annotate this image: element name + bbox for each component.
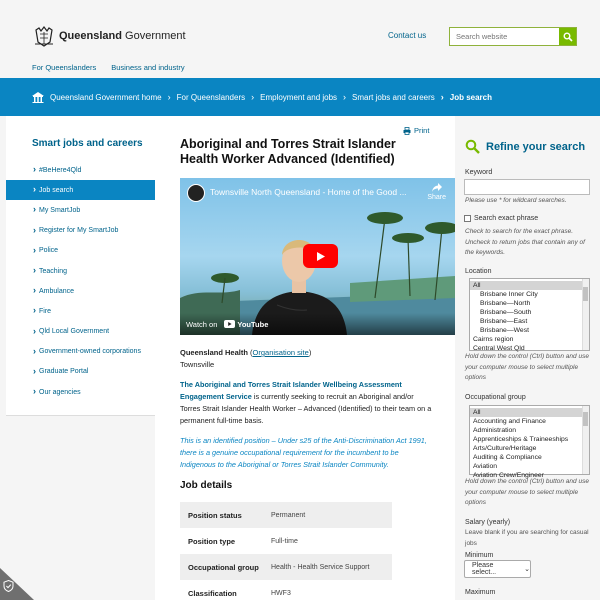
exact-phrase-hint: Check to search for the exact phrase. Uncheck to return jobs that contain any of the keywords. [465, 228, 585, 256]
sidebar-item[interactable]: › Qld Local Government [6, 322, 155, 342]
scrollbar-thumb[interactable] [583, 412, 588, 426]
breadcrumb-smart-jobs[interactable]: Smart jobs and careers [352, 92, 435, 102]
occupational-ctrl-hint: Hold down the control (Ctrl) button and use your computer mouse to select multiple options [465, 478, 589, 506]
breadcrumb [0, 78, 600, 116]
youtube-icon [224, 320, 235, 328]
organisation-name: Queensland Health [180, 348, 248, 357]
location-select[interactable] [469, 278, 590, 351]
minimum-label: Minimum [465, 552, 494, 559]
search-button[interactable] [559, 28, 576, 45]
job-detail-row [180, 502, 392, 528]
sidebar-item[interactable]: › Teaching [6, 261, 155, 281]
sidebar-item[interactable]: › Police [6, 241, 155, 261]
job-detail-key: Classification [188, 588, 237, 598]
job-detail-key: Position status [188, 510, 242, 520]
job-details-table [180, 502, 392, 606]
share-icon [432, 183, 442, 192]
section-nav-title[interactable]: Smart jobs and careers [32, 138, 143, 149]
section-nav-list [6, 160, 155, 402]
chevron-right-icon: › [440, 92, 444, 102]
sidebar-item[interactable]: › Fire [6, 301, 155, 321]
share-label: Share [427, 194, 446, 201]
youtube-label: YouTube [237, 319, 269, 329]
page-title: Aboriginal and Torres Strait Islander Health Worker Advanced (Identified) [180, 137, 396, 166]
channel-avatar[interactable] [187, 184, 205, 202]
select-option[interactable]: Aviation [473, 463, 498, 470]
maximum-label: Maximum [465, 589, 496, 596]
job-detail-value: Permanent [271, 511, 306, 519]
job-detail-key: Occupational group [188, 562, 259, 572]
occupational-label: Occupational group [465, 394, 526, 401]
organisation-site-link[interactable]: Organisation site [252, 348, 309, 357]
job-detail-value: Health - Health Service Support [271, 563, 370, 571]
breadcrumb-employment[interactable]: Employment and jobs [260, 92, 338, 102]
job-details-heading: Job details [180, 480, 233, 491]
printer-icon [403, 127, 411, 135]
main-content [155, 116, 455, 600]
select-option[interactable]: Central West Qld [473, 345, 525, 352]
select-option[interactable]: Administration [473, 427, 517, 434]
breadcrumb-current: Job search [449, 92, 492, 102]
job-detail-row [180, 528, 392, 554]
youtube-logo [224, 320, 268, 329]
sidebar-item[interactable]: › Government-owned corporations [6, 342, 155, 362]
refine-header [465, 139, 585, 154]
home-icon [32, 92, 44, 103]
breadcrumb-item [162, 92, 245, 102]
logo-bold-text: Queensland [59, 30, 122, 42]
contact-us-link[interactable]: Contact us [388, 31, 427, 40]
exact-phrase-checkbox[interactable] [464, 215, 471, 222]
exact-phrase-label[interactable]: Search exact phrase [474, 215, 539, 222]
scrollbar[interactable] [582, 279, 589, 350]
job-description [180, 379, 432, 427]
select-option[interactable]: Brisbane—North [480, 300, 531, 307]
sidebar-item[interactable]: › Register for My SmartJob [6, 221, 155, 241]
logo-rest-text: Government [121, 30, 186, 42]
minimum-selected-value: Please select... [472, 562, 497, 576]
share-button[interactable] [427, 183, 446, 201]
chevron-right-icon: › [343, 92, 347, 102]
sidebar-item[interactable]: › Ambulance [6, 281, 155, 301]
select-option[interactable]: Auditing & Compliance [473, 454, 542, 461]
job-location: Townsville [180, 360, 215, 369]
breadcrumb-home[interactable]: Queensland Government home [50, 92, 162, 102]
breadcrumb-item [337, 92, 435, 102]
refine-title: Refine your search [486, 140, 586, 153]
refine-search-panel [455, 116, 600, 600]
identified-position-note: This is an identified position – Under s25 of the Anti-Discrimination Act 1991, there is a genuine occupational requirement for the incumbent to be Indigenous to the Aboriginal or Torres Strait Islander Community. [180, 436, 427, 469]
watch-on-youtube[interactable] [180, 313, 455, 335]
select-option[interactable]: Brisbane—West [480, 327, 529, 334]
watch-on-label: Watch on [186, 319, 218, 329]
video-title[interactable]: Townsville North Queensland - Home of the Good ... [210, 187, 407, 197]
keyword-label: Keyword [465, 169, 493, 176]
select-option[interactable]: Brisbane Inner City [480, 291, 538, 298]
select-option[interactable]: Brisbane—East [480, 318, 528, 325]
chevron-right-icon: › [167, 92, 171, 102]
select-option[interactable]: Apprenticeships & Traineeships [473, 436, 569, 443]
select-option[interactable]: Accounting and Finance [473, 418, 546, 425]
print-label: Print [414, 126, 430, 135]
organisation-info: Queensland Health (Organisation site) Townsville [180, 348, 312, 369]
embedded-video[interactable] [180, 178, 455, 335]
search-icon [465, 139, 480, 154]
nav-business-industry[interactable]: Business and industry [111, 63, 185, 72]
select-option[interactable]: All [470, 408, 589, 417]
top-navigation [32, 63, 185, 72]
site-search [449, 27, 577, 46]
description-text: is currently seeking to recruit an Aboriginal and/or Torres Strait Islander Health Worker – Advanced (Identified) to their team on a permanent full-time basis. [180, 392, 432, 425]
select-option[interactable]: Aviation Crew/Engineer [473, 472, 544, 479]
location-ctrl-hint: Hold down the control (Ctrl) button and use your computer mouse to select multiple options [465, 353, 589, 381]
scrollbar[interactable] [582, 406, 589, 474]
salary-hint: Leave blank if you are searching for casual jobs [465, 529, 589, 547]
nav-for-queenslanders[interactable]: For Queenslanders [32, 63, 97, 72]
service-name: The Aboriginal and Torres Strait Islander Wellbeing Assessment Engagement Service [180, 380, 402, 401]
select-option[interactable]: Arts/Culture/Heritage [473, 445, 537, 452]
sidebar-item[interactable]: › #BeHere4Qld [6, 160, 155, 180]
coat-of-arms-icon [32, 24, 56, 48]
keyword-input[interactable] [464, 179, 590, 195]
job-detail-value: Full-time [271, 537, 298, 545]
select-option[interactable]: Brisbane—South [480, 309, 532, 316]
search-input[interactable] [450, 28, 560, 45]
shield-icon [3, 580, 14, 592]
chevron-down-icon: ⌄ [524, 566, 530, 573]
breadcrumb-item [435, 92, 492, 102]
search-icon [563, 32, 573, 42]
select-option[interactable]: All [470, 281, 589, 290]
sidebar-item[interactable]: › My SmartJob [6, 200, 155, 220]
minimum-salary-select[interactable] [464, 560, 531, 578]
print-button[interactable] [403, 126, 429, 135]
sidebar-item[interactable]: › Job search [6, 180, 155, 200]
section-navigation [6, 116, 155, 416]
occupational-select[interactable] [469, 405, 590, 479]
qld-gov-logo[interactable] [32, 24, 186, 48]
job-detail-key: Position type [188, 536, 236, 546]
job-detail-row [180, 580, 392, 606]
breadcrumb-item [245, 92, 337, 102]
play-button[interactable] [303, 244, 338, 268]
play-icon [315, 251, 326, 262]
breadcrumb-for-queenslanders[interactable]: For Queenslanders [176, 92, 246, 102]
sidebar-item[interactable]: › Graduate Portal [6, 362, 155, 382]
select-option[interactable]: Cairns region [473, 336, 514, 343]
exact-phrase-row [464, 215, 538, 222]
salary-label: Salary (yearly) [465, 519, 511, 526]
site-header [0, 0, 600, 78]
job-detail-row [180, 554, 392, 580]
job-detail-value: HWF3 [271, 589, 291, 597]
chevron-right-icon: › [251, 92, 255, 102]
sidebar-item[interactable]: › Our agencies [6, 382, 155, 402]
location-label: Location [465, 268, 492, 275]
scrollbar-thumb[interactable] [583, 287, 588, 301]
keyword-hint: Please use * for wildcard searches. [465, 197, 567, 204]
